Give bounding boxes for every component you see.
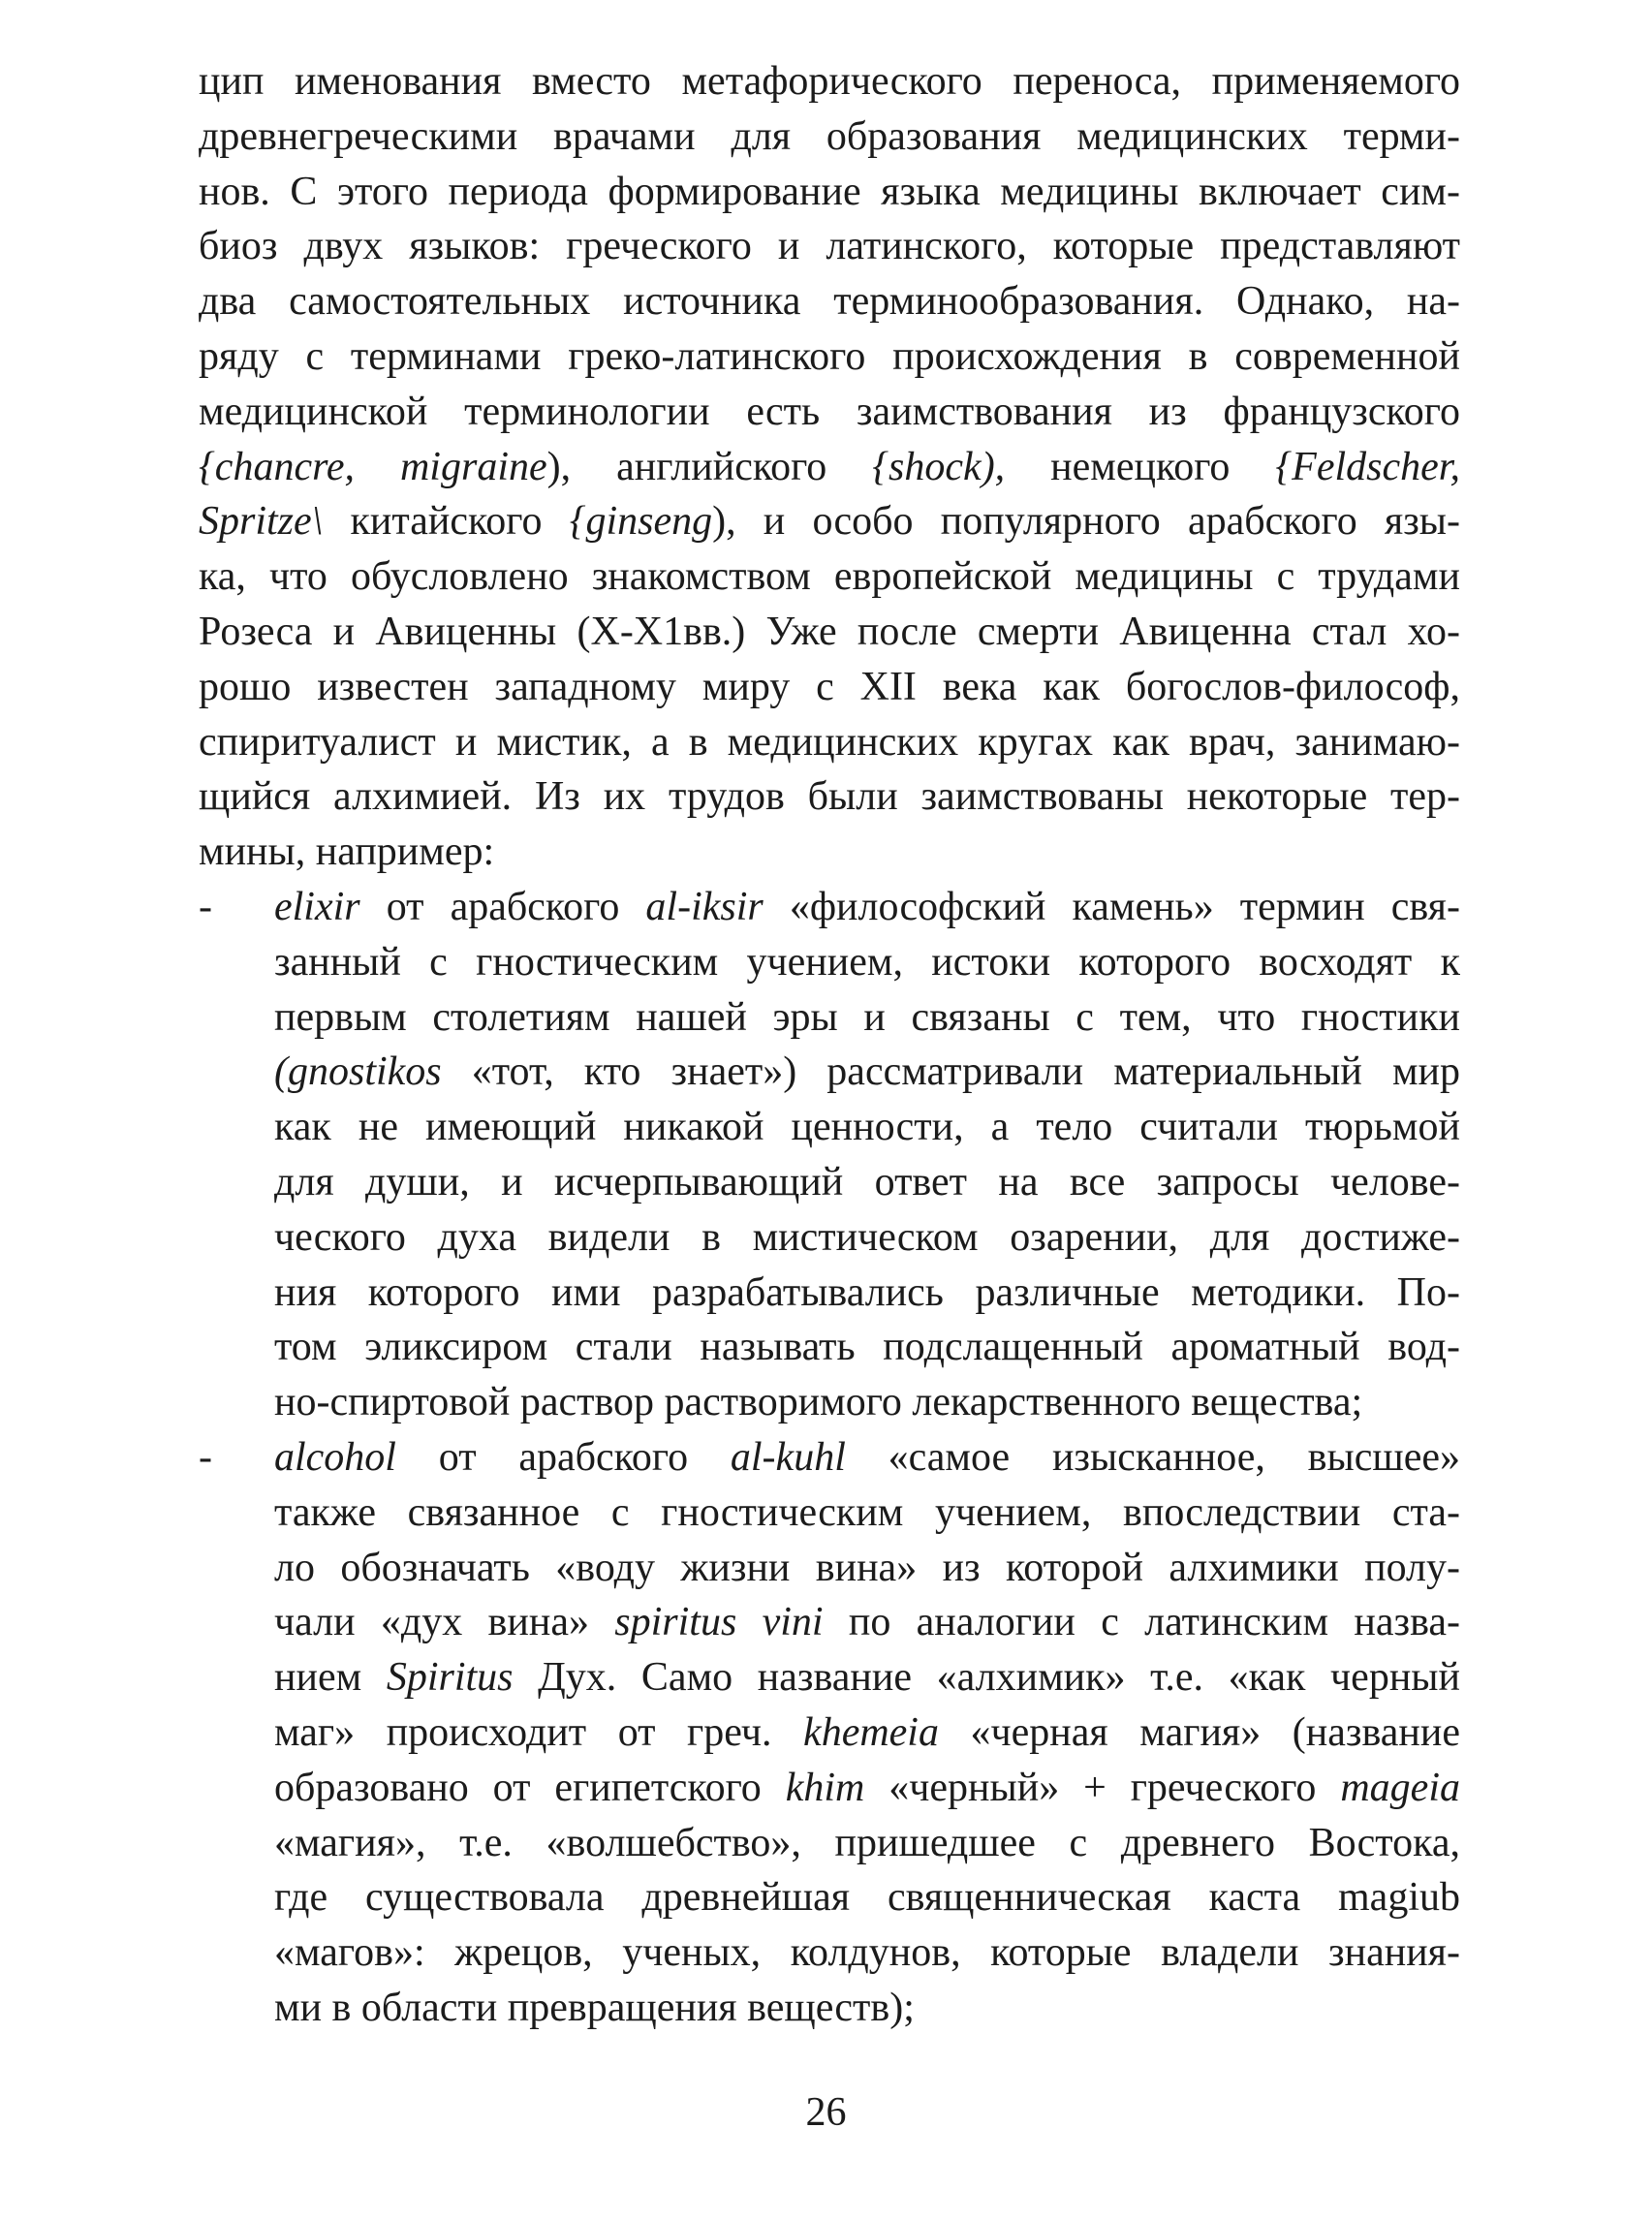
list-marker: - — [199, 884, 212, 929]
intro-paragraph — [199, 54, 1460, 880]
list-item-line: ческого духа видели в мистическом озарении, для достиже- — [274, 1214, 1460, 1260]
list-item-line: нием Spiritus Дух. Само название «алхимик» т.е. «как черный — [274, 1655, 1460, 1701]
paragraph-line: медицинской терминологии есть заимствования из французского — [199, 389, 1460, 434]
list-item-line: где существовала древнейшая священническая каста magiub — [274, 1875, 1460, 1921]
page-text — [199, 54, 1460, 2036]
list-item-line: alcohol от арабского al-kuhl «самое изысканное, высшее» — [274, 1434, 1460, 1480]
list-item — [199, 1430, 1460, 2036]
list-item-line: ло обозначать «воду жизни вина» из которой алхимики полу- — [274, 1545, 1460, 1590]
paragraph-line: {chancre, migraine), английского {shock), немецкого {Feldscher, — [199, 444, 1460, 489]
list-item-line: чали «дух вина» spiritus vini по аналогии с латинским назва- — [274, 1600, 1460, 1645]
paragraph-line: два самостоятельных источника терминообразования. Однако, на- — [199, 279, 1460, 325]
list-item-line: как не имеющий никакой ценности, а тело считали тюрьмой — [274, 1105, 1460, 1150]
paragraph-line: Розеса и Авиценны (X-X1вв.) Уже после смерти Авиценна стал хо- — [199, 609, 1460, 654]
paragraph-line: цип именования вместо метафорического переноса, применяемого — [199, 59, 1460, 104]
list-item-line: занный с гностическим учением, истоки которого восходят к — [274, 939, 1460, 985]
paragraph-line: биоз двух языков: греческого и латинского, которые представляют — [199, 224, 1460, 269]
list-item-line: также связанное с гностическим учением, впоследствии ста- — [274, 1489, 1460, 1535]
list-item-line: том эликсиром стали называть подслащенный ароматный вод- — [274, 1325, 1460, 1370]
list-item — [199, 880, 1460, 1430]
list-item-line: (gnostikos «тот, кто знает») рассматривали материальный мир — [274, 1049, 1460, 1095]
paragraph-line: мины, например: — [199, 829, 495, 875]
list-item-line: ния которого ими разрабатывались различные методики. По- — [274, 1269, 1460, 1315]
paragraph-line: ряду с терминами греко-латинского происхождения в современной — [199, 333, 1460, 379]
list-item-line: «магов»: жрецов, ученых, колдунов, которые владели знания- — [274, 1930, 1460, 1976]
list-item-line: «магия», т.е. «волшебство», пришедшее с древнего Востока, — [274, 1820, 1460, 1865]
paragraph-line: Spritze\ китайского {ginseng), и особо популярного арабского язы- — [199, 499, 1460, 545]
page-number: 26 — [805, 2090, 847, 2135]
paragraph-line: древнегреческими врачами для образования медицинских терми- — [199, 113, 1460, 159]
list-item-line: для души, и исчерпывающий ответ на все запросы челове- — [274, 1159, 1460, 1205]
list-item-line: маг» происходит от греч. khemeia «черная магия» (название — [274, 1709, 1460, 1755]
paragraph-line: рошо известен западному миру с XII века как богослов-философ, — [199, 664, 1460, 709]
paragraph-line: нов. С этого периода формирование языка медицины включает сим- — [199, 169, 1460, 214]
paragraph-line: ка, что обусловлено знакомством европейской медицины с трудами — [199, 554, 1460, 600]
list-item-line: образовано от египетского khim «черный» + греческого mageia — [274, 1765, 1460, 1810]
list-item-line: первым столетиям нашей эры и связаны с тем, что гностики — [274, 994, 1460, 1040]
list-item-line: но-спиртовой раствор растворимого лекарственного вещества; — [274, 1380, 1363, 1425]
term-list — [199, 880, 1460, 2036]
paragraph-line: щийся алхимией. Из их трудов были заимствованы некоторые тер- — [199, 774, 1460, 820]
list-item-line: ми в области превращения веществ); — [274, 1985, 915, 2030]
paragraph-line: спиритуалист и мистик, а в медицинских кругах как врач, занимаю- — [199, 719, 1460, 765]
list-item-line: elixir от арабского al-iksir «философский камень» термин свя- — [274, 884, 1460, 929]
list-marker: - — [199, 1434, 212, 1480]
